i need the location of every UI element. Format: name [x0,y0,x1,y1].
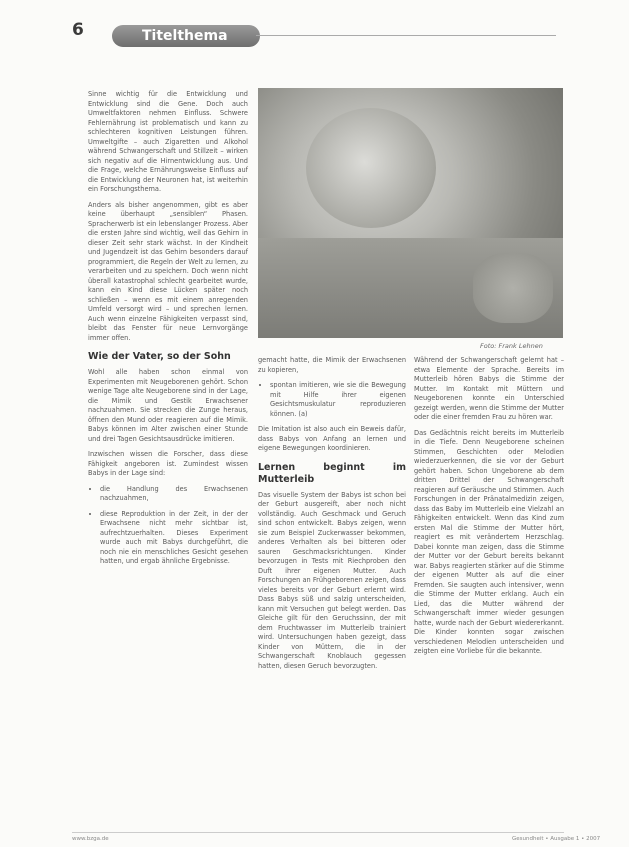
header-rule [256,35,556,36]
footer-left: www.bzga.de [72,836,109,842]
list-item: • diese Reproduktion in der Zeit, in der der Erwachsene nicht mehr sichtbar ist, aufrechtzuerhalten. Dieses Experiment wurde auch mit Babys durchgeführt, die noch nie ein menschliches Gesicht gesehen hatten, und ergab ähnliche Ergebnisse. [100,510,248,567]
footer-rule [72,832,564,833]
column-2 [258,356,406,677]
col1-paragraph-4: Inzwischen wissen die Forscher, dass diese Fähigkeit angeboren ist. Zumindest wissen Babys in der Lage sind: [88,450,248,477]
heading-lernen-mutterleib: Lernen beginnt im Mutterleib [258,461,406,485]
list-item: • spontan imitieren, wie sie die Bewegung mit Hilfe ihrer eigenen Gesichtsmuskulatur reproduzieren können. (a) [270,381,406,419]
col2-list [258,381,406,419]
col1-list [88,485,248,567]
baby-photo [258,88,563,338]
column-3 [414,356,564,663]
col1-paragraph-2: Anders als bisher angenommen, gibt es aber keine überhaupt „sensiblen“ Phasen. Spracherwerb ist ein lebenslanger Prozess. Aber die ersten Jahre sind wichtig, weil das Gehirn in dieser Zeit sehr stark wächst. In der Kindheit und Jugendzeit ist das Gehirn besonders darauf programmiert, die Regeln der Welt zu lernen, zu verarbeiten und zu speichern. Doch wenn nicht überall katastrophal schlecht gearbeitet wurde, kann ein Kind diese Lücken später noch schließen – wenn es mit einem anregenden Umfeld versorgt wird – und sprechen lernen. Auch wenn einzelne Fähigkeiten verpasst sind, bleibt das Fenster für neue Lernvorgänge immer offen. [88,200,248,342]
col2-paragraph-1: gemacht hatte, die Mimik der Erwachsenen zu kopieren, [258,356,406,374]
list-item: • die Handlung des Erwachsenen nachzuahmen, [100,485,248,504]
col1-paragraph-1: Sinne wichtig für die Entwicklung und Entwicklung sind die Gene. Doch auch Umweltfaktoren nehmen Einfluss. Schwere Fehlernährung ist problematisch und kann zu schlechteren kognitiven Leistungen führen. Umweltgifte – auch Zigaretten und Alkohol während Schwangerschaft und Stillzeit – wirken sich negativ auf die Hirnentwicklung aus. Und die Frage, welche Ernährungsweise Einfluss auf die Entwicklung der Neuronen hat, ist weiterhin ein Forschungsthema. [88,90,248,193]
col1-paragraph-3: Wohl alle haben schon einmal von Experimenten mit Neugeborenen gehört. Schon wenige Tage alte Neugeborene sind in der Lage, die Mimik und Gestik Erwachsener nachzuahmen. Sie strecken die Zunge heraus, öffnen den Mund oder reagieren auf die Mimik. Babys können im Alter zwischen einer Stunde und drei Tagen Gesichtsausdrücke imitieren. [88,368,248,443]
page-number: 6 [72,20,84,40]
section-title-pill: Titelthema [112,25,260,47]
col2-paragraph-2: Die Imitation ist also auch ein Beweis dafür, dass Babys von Anfang an lernen und eigene Bewegungen koordinieren. [258,425,406,452]
column-1 [88,90,248,573]
toy [473,253,553,323]
footer-right: Gesundheit • Ausgabe 1 • 2007 [512,836,601,842]
baby-head [306,108,436,228]
col2-paragraph-3: Das visuelle System der Babys ist schon bei der Geburt ausgereift, aber noch nicht vollständig. Auch Geschmack und Geruch sind schon entwickelt. Babys zeigen, wenn sie zum Beispiel Zuckerwasser bekommen, anderes Verhalten als bei bitteren oder sauren Geschmacksrichtungen. Kinder bevorzugen in Tests mit Riechproben den Duft ihrer eigenen Mutter. Auch Forschungen an Frühgeborenen zeigen, dass vieles bereits vor der Geburt erlernt wird. Dass Babys süß und salzig unterscheiden, kann mit Versuchen gut belegt werden. Das Gleiche gilt für den Geruchssinn, der mit dem Fruchtwasser im Mutterleib trainiert wird. Untersuchungen haben gezeigt, dass Kinder von Müttern, die in der Schwangerschaft Knoblauch gegessen hatten, diesen Geruch bevorzugten. [258,490,406,670]
col3-paragraph-1: Während der Schwangerschaft gelernt hat – etwa Elemente der Sprache. Bereits im Mutterleib hören Babys die Stimme der Mutter. Im Kontakt mit Müttern und Neugeborenen konnte ein Unterschied gezeigt werden, wenn die Stimme der Mutter oder die einer fremden Frau zu hören war. [414,356,564,421]
col3-paragraph-2: Das Gedächtnis reicht bereits im Mutterleib in die Tiefe. Denn Neugeborene scheinen Stimmen, Geschichten oder Melodien wiederzuerkennen, die sie vor der Geburt gehört haben. Schon Ungeborene ab dem dritten Drittel der Schwangerschaft reagieren auf Geräusche und Stimmen. Auch Forschungen in der Pränatalmedizin zeigen, dass das Baby im Mutterleib eine Vielzahl an Fähigkeiten entwickelt. Wenn das Kind zum ersten Mal die Stimme der Mutter hört, reagiert es mit verändertem Herzschlag. Dabei konnte man zeigen, dass die Stimme der Mutter vor der Geburt bereits bekannt war. Babys reagierten stärker auf die Stimme der eigenen Mutter als auf die einer Fremden. Sie saugten auch intensiver, wenn die Stimme der Mutter erklang. Auch ein Lied, das die Mutter während der Schwangerschaft immer wieder gesungen hatte, wurde nach der Geburt wiedererkannt. Die Kinder konnten sogar zwischen verschiedenen Melodien unterscheiden und zeigten eine Vorliebe für die bekannte. [414,428,564,655]
photo-caption: Foto: Frank Lehnen [480,342,543,350]
heading-vater-sohn: Wie der Vater, so der Sohn [88,351,231,362]
